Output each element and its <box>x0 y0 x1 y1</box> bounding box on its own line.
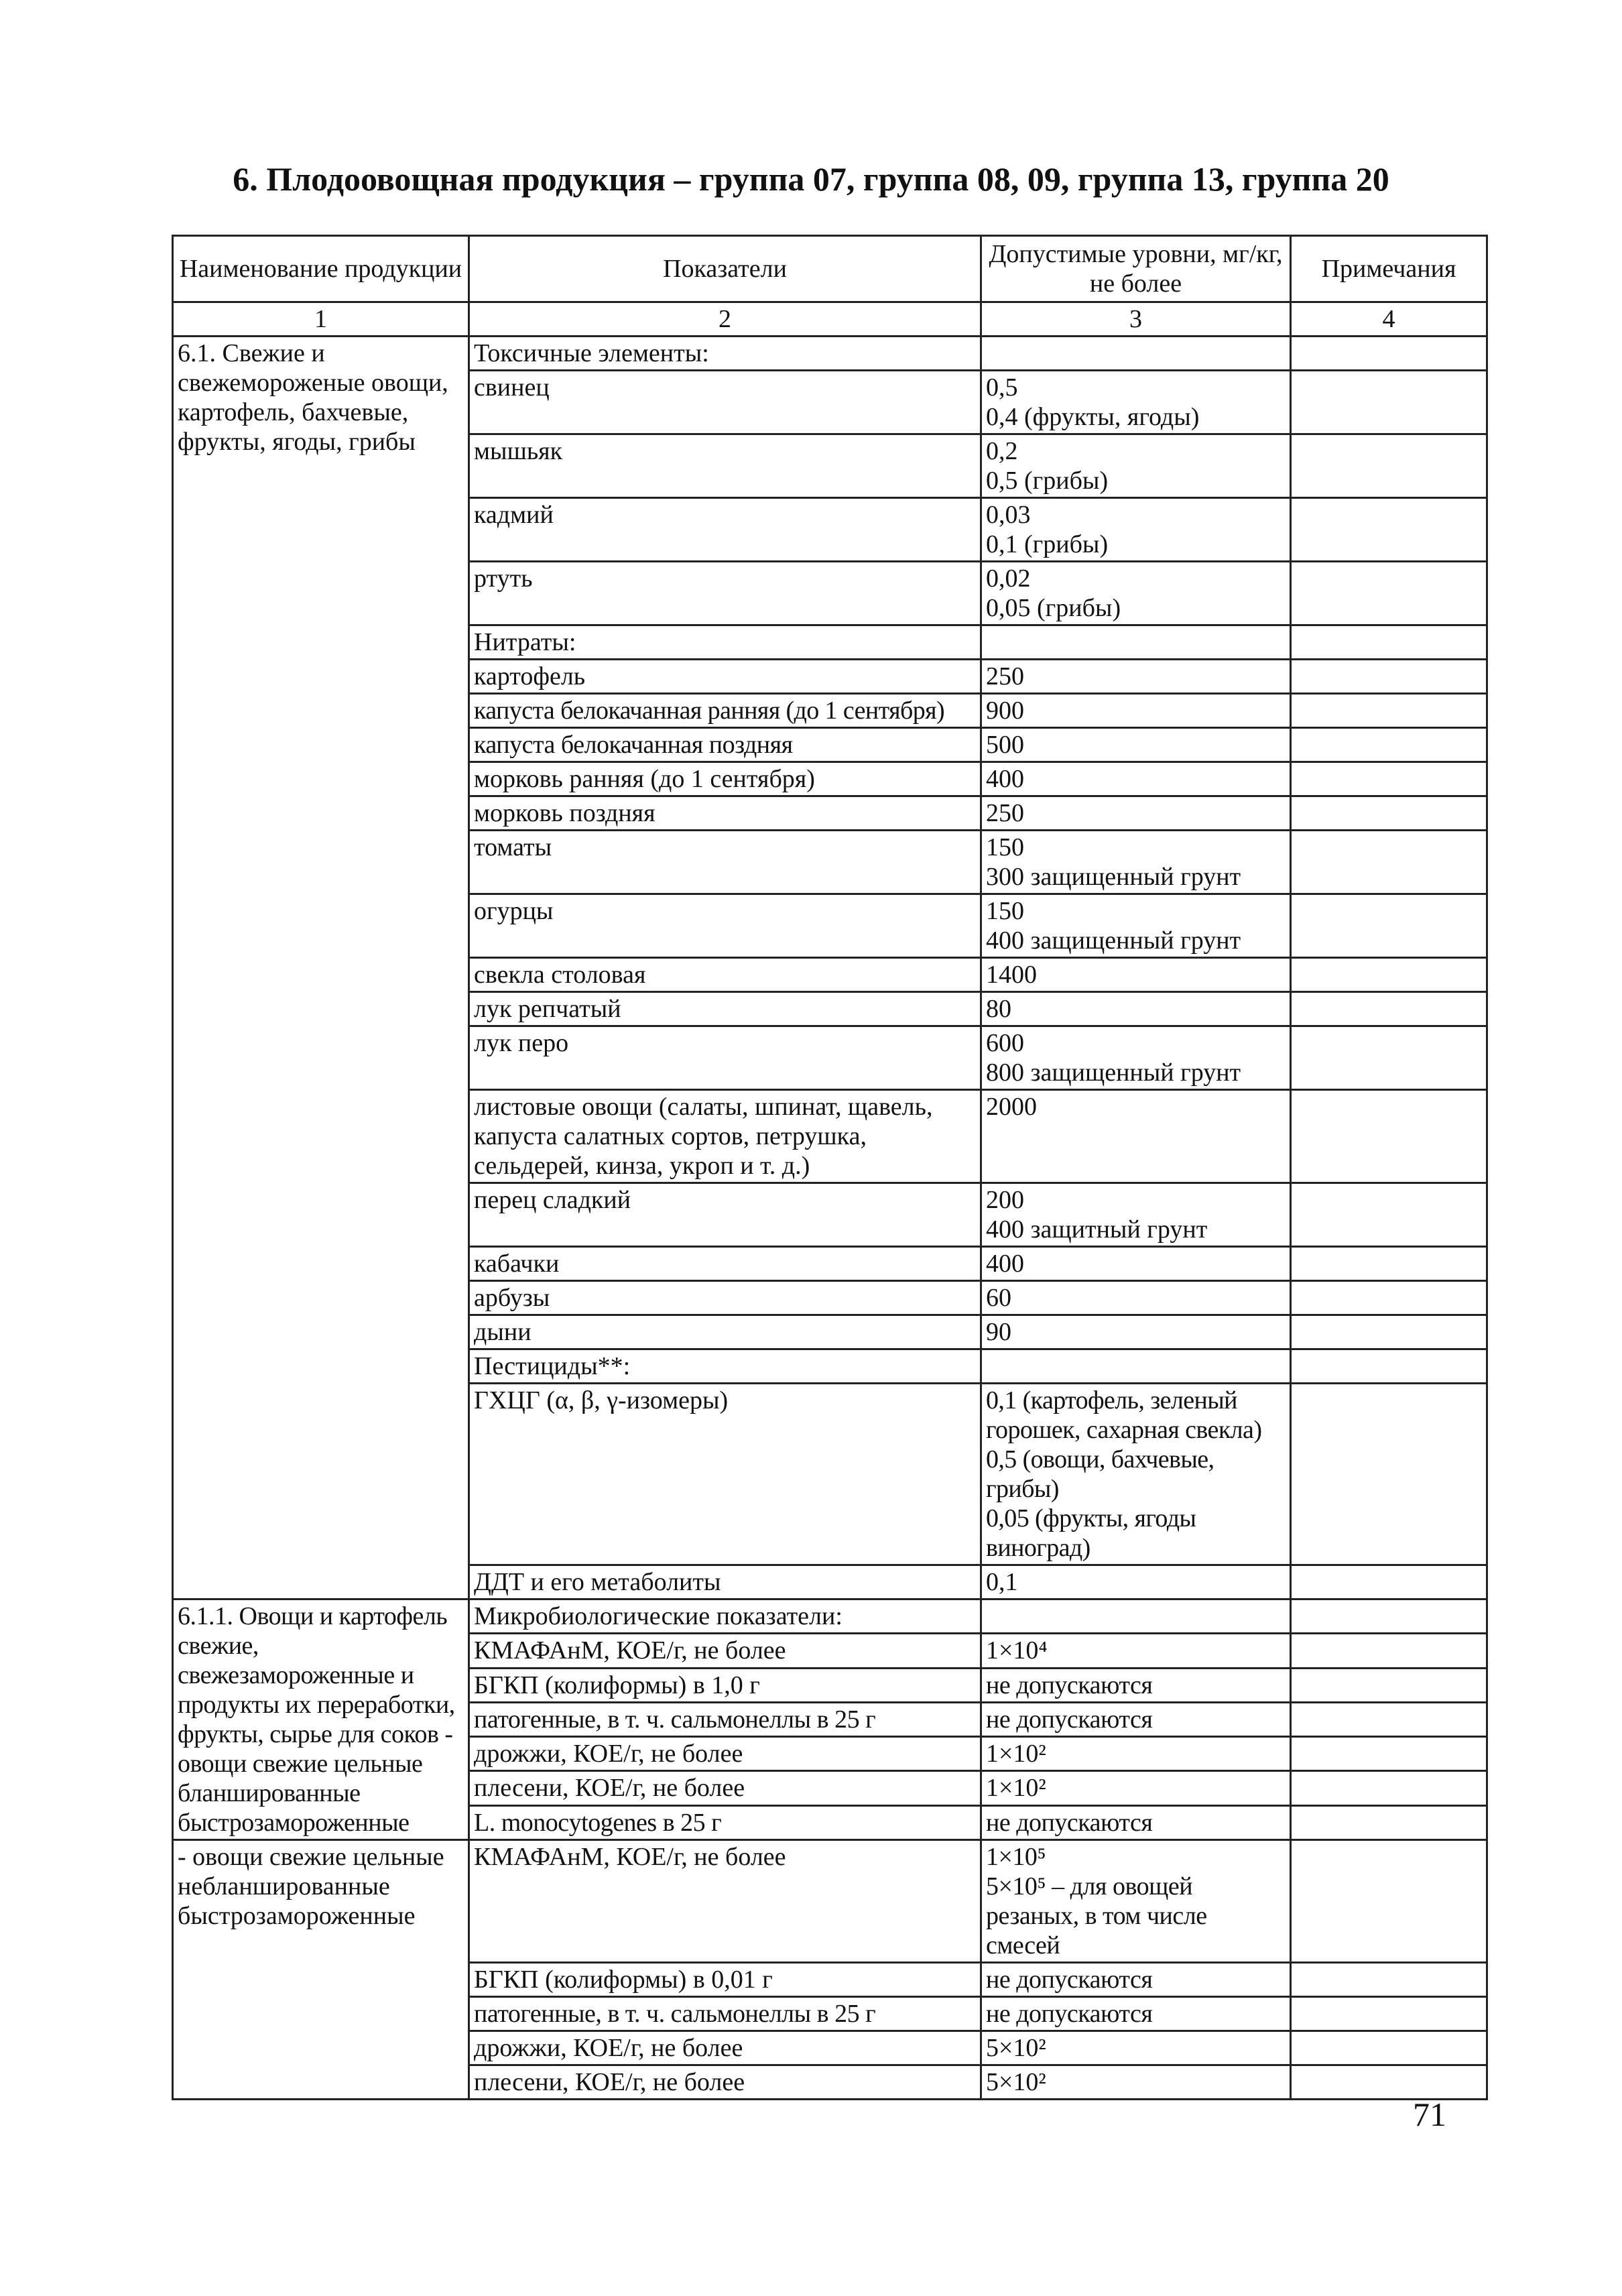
level-cell: не допускаются <box>981 1963 1291 1997</box>
indicator-cell: кадмий <box>469 498 981 562</box>
level-cell: не допускаются <box>981 1805 1291 1839</box>
level-cell: 2000 <box>981 1090 1291 1183</box>
level-cell: 400 <box>981 1247 1291 1281</box>
group-6-1: 6.1. Свежие и свежемороженые овощи, картофель, бахчевые, фрукты, ягоды, грибы <box>173 337 469 1599</box>
table-number-row <box>173 302 1487 337</box>
note-cell <box>1291 371 1487 434</box>
note-cell <box>1291 958 1487 992</box>
level-cell: не допускаются <box>981 1702 1291 1736</box>
indicator-cell: БГКП (колиформы) в 0,01 г <box>469 1963 981 1997</box>
note-cell <box>1291 1702 1487 1736</box>
note-cell <box>1291 1565 1487 1599</box>
note-cell <box>1291 1090 1487 1183</box>
note-cell <box>1291 894 1487 958</box>
note-cell <box>1291 1840 1487 1963</box>
note-cell <box>1291 728 1487 762</box>
level-cell: 1×10⁵ 5×10⁵ – для овощей резаных, в том числе смесей <box>981 1840 1291 1963</box>
note-cell <box>1291 1247 1487 1281</box>
indicator-cell: капуста белокачанная ранняя (до 1 сентября) <box>469 694 981 728</box>
level-cell: 0,02 0,05 (грибы) <box>981 562 1291 625</box>
indicator-cell: патогенные, в т. ч. сальмонеллы в 25 г <box>469 1997 981 2031</box>
column-number-2: 2 <box>469 302 981 337</box>
note-cell <box>1291 1384 1487 1565</box>
note-cell <box>1291 660 1487 694</box>
indicator-cell: КМАФАнМ, КОЕ/г, не более <box>469 1840 981 1963</box>
level-cell <box>981 337 1291 371</box>
note-cell <box>1291 1315 1487 1349</box>
note-cell <box>1291 992 1487 1026</box>
table-row <box>173 1599 1487 1634</box>
indicator-cell: лук перо <box>469 1026 981 1090</box>
level-cell: 0,2 0,5 (грибы) <box>981 434 1291 498</box>
indicator-cell: Микробиологические показатели: <box>469 1599 981 1634</box>
indicator-cell: ГХЦГ (α, β, γ-изомеры) <box>469 1384 981 1565</box>
level-cell: 250 <box>981 660 1291 694</box>
note-cell <box>1291 562 1487 625</box>
level-cell: 400 <box>981 762 1291 796</box>
header-permissible-levels: Допустимые уровни, мг/кг, не более <box>981 236 1291 302</box>
note-cell <box>1291 337 1487 371</box>
level-cell: не допускаются <box>981 1668 1291 1702</box>
level-cell <box>981 625 1291 660</box>
indicator-cell: огурцы <box>469 894 981 958</box>
level-cell: 5×10² <box>981 2031 1291 2065</box>
indicator-cell: плесени, КОЕ/г, не более <box>469 1771 981 1805</box>
level-cell: 900 <box>981 694 1291 728</box>
indicator-cell: Нитраты: <box>469 625 981 660</box>
indicator-cell: листовые овощи (салаты, шпинат, щавель, капуста салатных сортов, петрушка, сельдерей, кинза, укроп и т. д.) <box>469 1090 981 1183</box>
note-cell <box>1291 1668 1487 1702</box>
note-cell <box>1291 2065 1487 2100</box>
indicator-cell: дрожжи, КОЕ/г, не более <box>469 1737 981 1771</box>
norms-table <box>172 235 1488 2100</box>
note-cell <box>1291 1634 1487 1668</box>
note-cell <box>1291 1026 1487 1090</box>
indicator-cell: арбузы <box>469 1281 981 1315</box>
indicator-cell: капуста белокачанная поздняя <box>469 728 981 762</box>
level-cell: 1400 <box>981 958 1291 992</box>
header-product-name: Наименование продукции <box>173 236 469 302</box>
indicator-cell: мышьяк <box>469 434 981 498</box>
indicator-cell: ДДТ и его метаболиты <box>469 1565 981 1599</box>
level-cell: 80 <box>981 992 1291 1026</box>
indicator-cell: кабачки <box>469 1247 981 1281</box>
indicator-cell: томаты <box>469 831 981 894</box>
table-row <box>173 337 1487 371</box>
indicator-cell: L. monocytogenes в 25 г <box>469 1805 981 1839</box>
level-cell: 1×10² <box>981 1737 1291 1771</box>
note-cell <box>1291 694 1487 728</box>
level-cell: 1×10² <box>981 1771 1291 1805</box>
level-cell: 500 <box>981 728 1291 762</box>
indicator-cell: морковь поздняя <box>469 796 981 831</box>
note-cell <box>1291 1963 1487 1997</box>
indicator-cell: патогенные, в т. ч. сальмонеллы в 25 г <box>469 1702 981 1736</box>
page-number: 71 <box>1413 2096 1446 2133</box>
indicator-cell: свинец <box>469 371 981 434</box>
note-cell <box>1291 762 1487 796</box>
level-cell <box>981 1599 1291 1634</box>
level-cell: 200 400 защитный грунт <box>981 1183 1291 1247</box>
level-cell: 0,03 0,1 (грибы) <box>981 498 1291 562</box>
level-cell: 1×10⁴ <box>981 1634 1291 1668</box>
note-cell <box>1291 498 1487 562</box>
note-cell <box>1291 831 1487 894</box>
note-cell <box>1291 625 1487 660</box>
indicator-cell: Токсичные элементы: <box>469 337 981 371</box>
level-cell: 0,5 0,4 (фрукты, ягоды) <box>981 371 1291 434</box>
level-cell: 0,1 <box>981 1565 1291 1599</box>
indicator-cell: дыни <box>469 1315 981 1349</box>
column-number-4: 4 <box>1291 302 1487 337</box>
level-cell: 5×10² <box>981 2065 1291 2100</box>
level-cell: 150 300 защищенный грунт <box>981 831 1291 894</box>
column-number-1: 1 <box>173 302 469 337</box>
note-cell <box>1291 2031 1487 2065</box>
indicator-cell: картофель <box>469 660 981 694</box>
note-cell <box>1291 1599 1487 1634</box>
header-notes: Примечания <box>1291 236 1487 302</box>
note-cell <box>1291 434 1487 498</box>
note-cell <box>1291 1737 1487 1771</box>
level-cell: не допускаются <box>981 1997 1291 2031</box>
level-cell: 0,1 (картофель, зеленый горошек, сахарная свекла) 0,5 (овощи, бахчевые, грибы) 0,05 (фрукты, ягоды виноград) <box>981 1384 1291 1565</box>
indicator-cell: морковь ранняя (до 1 сентября) <box>469 762 981 796</box>
indicator-cell: плесени, КОЕ/г, не более <box>469 2065 981 2100</box>
level-cell <box>981 1349 1291 1384</box>
table-header-row <box>173 236 1487 302</box>
note-cell <box>1291 1771 1487 1805</box>
indicator-cell: свекла столовая <box>469 958 981 992</box>
level-cell: 60 <box>981 1281 1291 1315</box>
note-cell <box>1291 1349 1487 1384</box>
indicator-cell: дрожжи, КОЕ/г, не более <box>469 2031 981 2065</box>
indicator-cell: КМАФАнМ, КОЕ/г, не более <box>469 1634 981 1668</box>
note-cell <box>1291 1183 1487 1247</box>
note-cell <box>1291 1281 1487 1315</box>
level-cell: 90 <box>981 1315 1291 1349</box>
indicator-cell: перец сладкий <box>469 1183 981 1247</box>
note-cell <box>1291 1805 1487 1839</box>
indicator-cell: БГКП (колиформы) в 1,0 г <box>469 1668 981 1702</box>
level-cell: 600 800 защищенный грунт <box>981 1026 1291 1090</box>
indicator-cell: Пестициды**: <box>469 1349 981 1384</box>
table-row <box>173 1840 1487 1963</box>
level-cell: 150 400 защищенный грунт <box>981 894 1291 958</box>
group-unblanched: - овощи свежие цельные небланшированные быстрозамороженные <box>173 1840 469 2100</box>
indicator-cell: лук репчатый <box>469 992 981 1026</box>
note-cell <box>1291 1997 1487 2031</box>
level-cell: 250 <box>981 796 1291 831</box>
header-indicators: Показатели <box>469 236 981 302</box>
group-6-1-1: 6.1.1. Овощи и картофель свежие, свежезамороженные и продукты их переработки, фрукты, сырье для соков - овощи свежие цельные бланшированные быстрозамороженные <box>173 1599 469 1840</box>
column-number-3: 3 <box>981 302 1291 337</box>
note-cell <box>1291 796 1487 831</box>
indicator-cell: ртуть <box>469 562 981 625</box>
page-title: 6. Плодоовощная продукция – группа 07, группа 08, 09, группа 13, группа 20 <box>233 160 1389 198</box>
